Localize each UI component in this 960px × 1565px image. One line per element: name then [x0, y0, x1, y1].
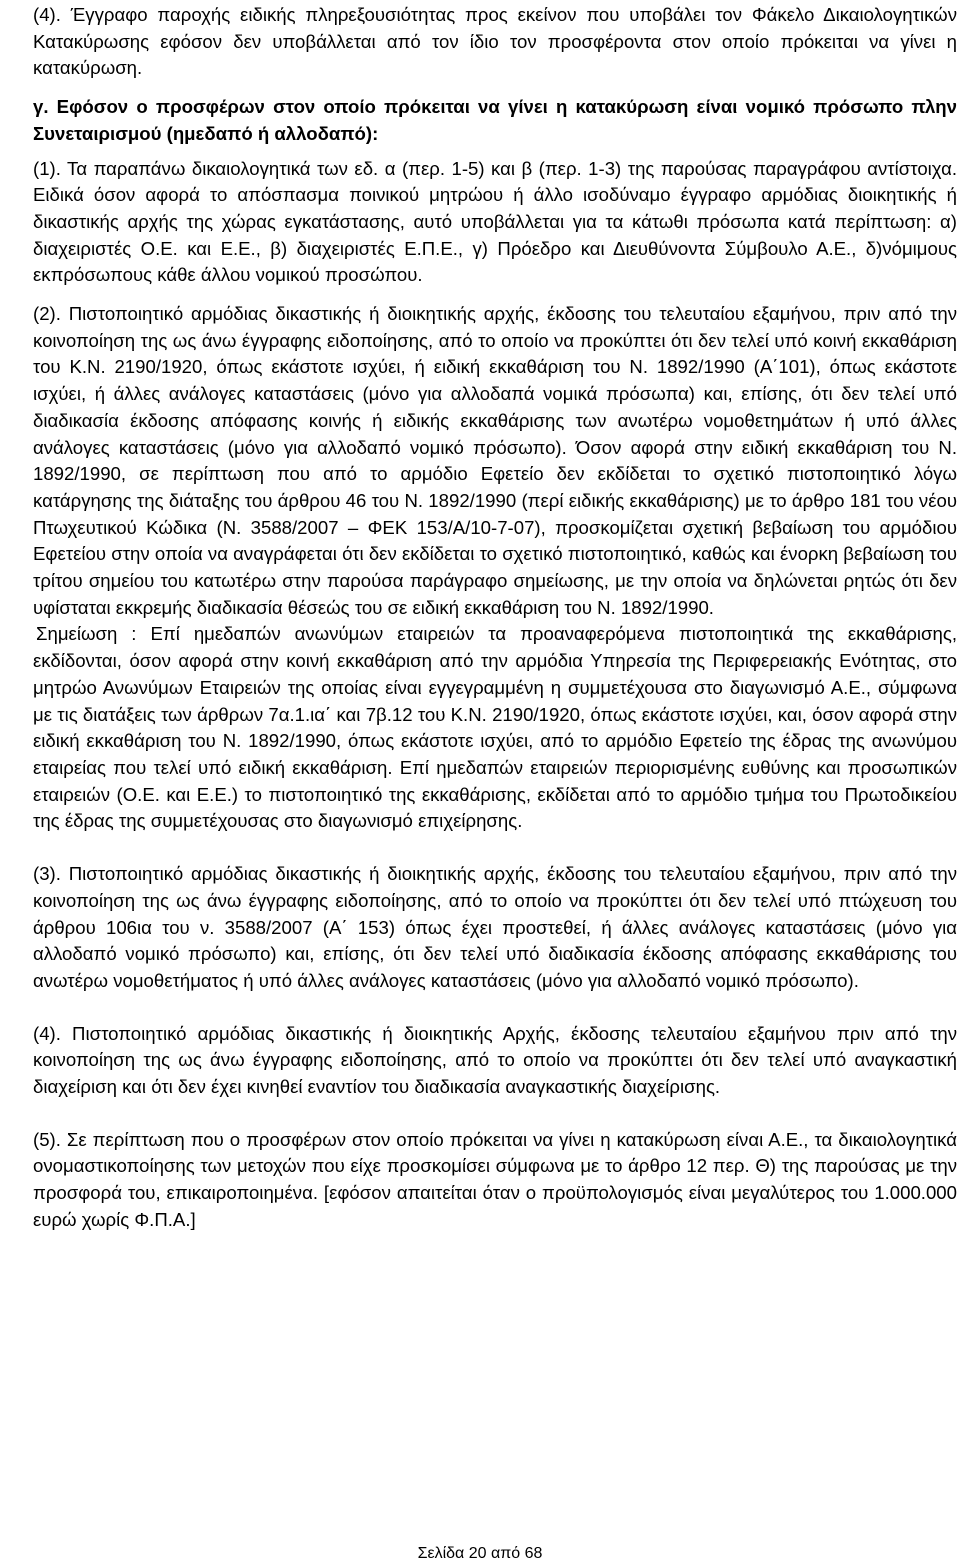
paragraph-3: (3). Πιστοποιητικό αρμόδιας δικαστικής ή διοικητικής αρχής, έκδοσης του τελευταίου εξαμήνου, πριν από την κοινοποίηση της ως άνω έγγραφης ειδοποίησης, από το οποίο να προκύπτει ότι δεν τελεί υπό πτώχευση του άρθρου 106ια του ν. 3588/2007 (Α΄ 153) όπως έχει προστεθεί, ή άλλες ανάλογες καταστάσεις (μόνο για αλλοδαπό νομικό πρόσωπο) και, επίσης, ότι δεν τελεί υπό διαδικασία έκδοσης απόφασης εκκαθάρισης του ανωτέρω νομοθετήματος ή υπό άλλες ανάλογες καταστάσεις (μόνο για αλλοδαπό νομικό πρόσωπο). [33, 863, 957, 991]
paragraph-2: (2). Πιστοποιητικό αρμόδιας δικαστικής ή διοικητικής αρχής, έκδοσης του τελευταίου εξαμήνου, πριν από την κοινοποίηση της ως άνω έγγραφης ειδοποίησης, από το οποίο να προκύπτει ότι δεν τελεί υπό κοινή εκκαθάριση του Κ.Ν. 2190/1920, όπως εκάστοτε ισχύει, ή ειδική εκκαθάριση του Ν. 1892/1990 (Α΄101), όπως εκάστοτε ισχύει, ή άλλες ανάλογες καταστάσεις (μόνο για αλλοδαπά νομικά πρόσωπα) και, επίσης, ότι δεν τελεί υπό διαδικασία έκδοσης απόφασης κοινής ή ειδικής εκκαθάρισης των ανωτέρω νομοθετημάτων ή υπό άλλες ανάλογες καταστάσεις (μόνο για αλλοδαπό νομικό πρόσωπο). Όσον αφορά στην ειδική εκκαθάριση του Ν. 1892/1990, σε περίπτωση που από το αρμόδιο Εφετείο δεν εκδίδεται το σχετικό πιστοποιητικό λόγω κατάργησης της διάταξης του άρθρου 46 του Ν. 1892/1990 (περί ειδικής εκκαθάρισης) με το άρθρο 181 του νέου Πτωχευτικού Κώδικα (Ν. 3588/2007 – ΦΕΚ 153/Α/10-7-07), προσκομίζεται σχετική βεβαίωση του αρμόδιου Εφετείου στην οποία να αναγράφεται ότι δεν εκδίδεται το σχετικό πιστοποιητικό, καθώς και ένορκη βεβαίωση του τρίτου σημείου του κατωτέρω στην παρούσα παράγραφο σημείωσης, με την οποία να δηλώνεται ρητώς ότι δεν υφίσταται εκκρεμής διαδικασία θέσεώς του σε ειδική εκκαθάριση του Ν. 1892/1990. [33, 303, 957, 618]
page-number-footer: Σελίδα 20 από 68 [417, 1545, 543, 1562]
paragraph-5: (5). Σε περίπτωση που ο προσφέρων στον οποίο πρόκειται να γίνει η κατακύρωση είναι Α.Ε., τα δικαιολογητικά ονομαστικοποίησης των μετοχών που είχε προσκομίσει σύμφωνα με το άρθρο 12 περ. Θ) της παρούσας με την προσφορά του, επικαιροποιημένα. [εφόσον απαιτείται όταν ο προϋπολογισμός είναι μεγαλύτερος του 1.000.000 ευρώ χωρίς Φ.Π.Α.] [33, 1128, 957, 1230]
paragraph-4-intro: (4). Έγγραφο παροχής ειδικής πληρεξουσιότητας προς εκείνον που υποβάλει τον Φάκελο Δικαιολογητικών Κατακύρωσης εφόσον δεν υποβάλλεται από τον ίδιο τον προσφέροντα στον οποίο πρόκειται να γίνει η κατακύρωση. [33, 4, 957, 79]
note-paragraph: Σημείωση : Επί ημεδαπών ανωνύμων εταιρειών τα προαναφερόμενα πιστοποιητικά της εκκαθάρισης, εκδίδονται, όσον αφορά στην κοινή εκκαθάριση από την αρμόδια Υπηρεσία της Περιφερειακής Ενότητας, στο μητρώο Ανωνύμων Εταιρειών της οποίας είναι εγγεγραμμένη η συμμετέχουσα στο διαγωνισμό Α.Ε., σύμφωνα με τις διατάξεις των άρθρων 7α.1.ια΄ και 7β.12 του Κ.Ν. 2190/1920, όπως εκάστοτε ισχύει, και, όσον αφορά στην ειδική εκκαθάριση του Ν. 1892/1990, όπως εκάστοτε ισχύει, από το αρμόδιο Εφετείο της έδρας της ανωνύμου εταιρείας που τελεί υπό ειδική εκκαθάριση. Επί ημεδαπών εταιρειών περιορισμένης ευθύνης και προσωπικών εταιρειών (Ο.Ε. και Ε.Ε.) το πιστοποιητικό της εκκαθάρισης, εκδίδεται από το αρμόδιο τμήμα του Πρωτοδικείου της έδρας της συμμετέχουσας στο διαγωνισμό επιχείρησης. [33, 623, 957, 832]
paragraph-1: (1). Τα παραπάνω δικαιολογητικά των εδ. α (περ. 1-5) και β (περ. 1-3) της παρούσας παραγράφου αντίστοιχα. Ειδικά όσον αφορά το απόσπασμα ποινικού μητρώου ή άλλο ισοδύναμο έγγραφο αρμόδιας διοικητικής ή δικαστικής αρχής της χώρας εγκατάστασης, αυτό υποβάλλεται για τα κάτωθι πρόσωπα κατά περίπτωση: α) διαχειριστές Ο.Ε. και Ε.Ε., β) διαχειριστές Ε.Π.Ε., γ) Πρόεδρο και Διευθύνοντα Σύμβουλο Α.Ε., δ)νόμιμους εκπρόσωπους κάθε άλλου νομικού προσώπου. [33, 157, 957, 286]
section-gamma-heading: γ. Εφόσον ο προσφέρων στον οποίο πρόκειται να γίνει η κατακύρωση είναι νομικό πρόσωπο πλην Συνεταιρισμού (ημεδαπό ή αλλοδαπό): [33, 96, 957, 144]
document-page [33, 2, 957, 1234]
paragraph-4: (4). Πιστοποιητικό αρμόδιας δικαστικής ή διοικητικής Αρχής, έκδοσης τελευταίου εξαμήνου πριν από την κοινοποίηση της ως άνω έγγραφης ειδοποίησης, από το οποίο να προκύπτει ότι δεν τελεί υπό αναγκαστική διαχείριση και ότι δεν έχει κινηθεί εναντίον του διαδικασία αναγκαστικής διαχείρισης. [33, 1022, 957, 1098]
